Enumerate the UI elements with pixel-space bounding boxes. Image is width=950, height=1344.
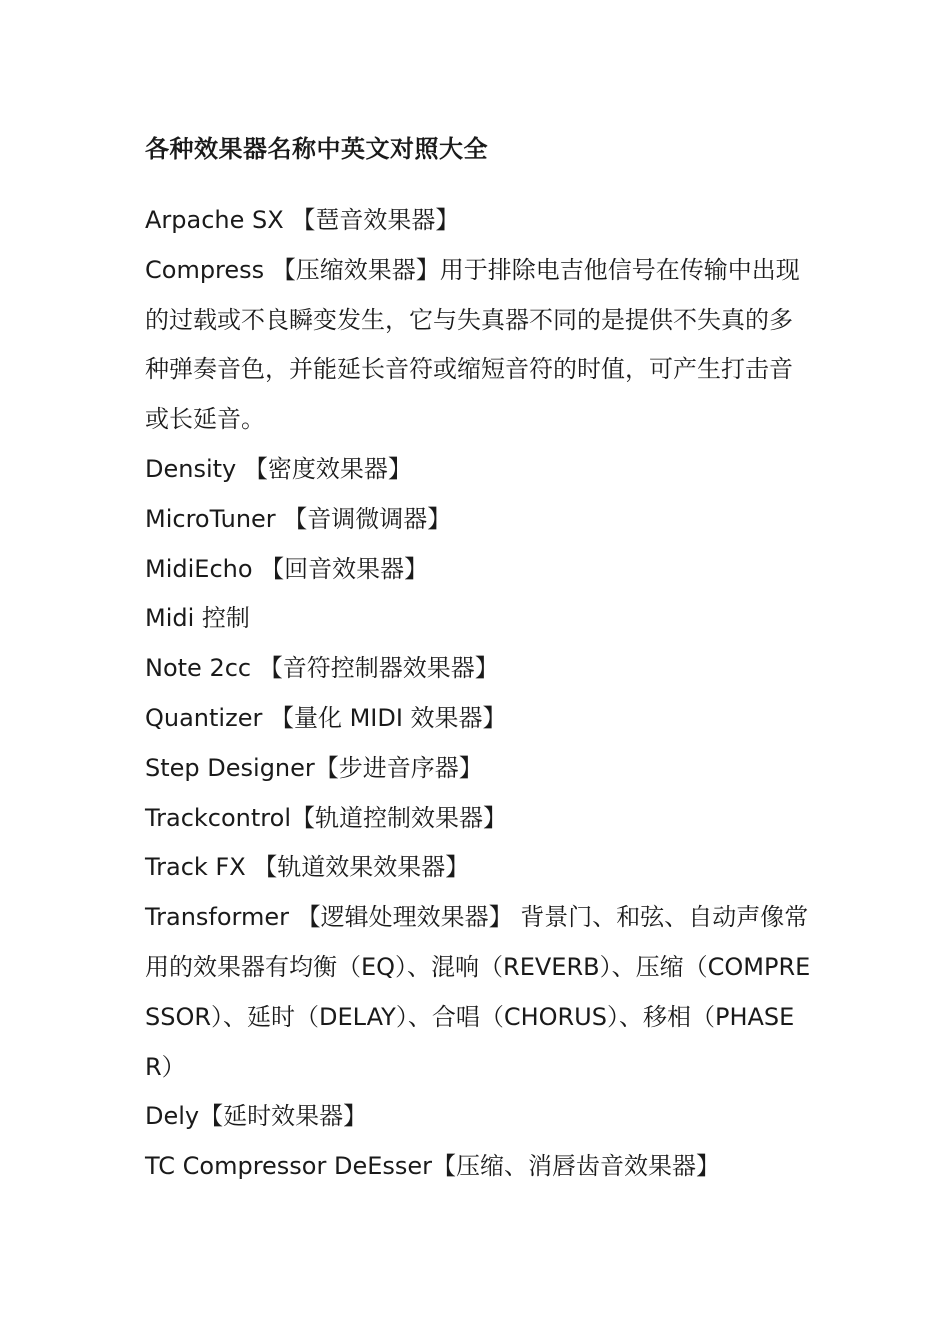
entry-arpache-sx: Arpache SX 【琶音效果器】 (145, 206, 460, 234)
entry-transformer: Transformer 【逻辑处理效果器】 背景门、和弦、自动声像常用的效果器有均衡（EQ）、混响（REVERB）、压缩（COMPRESSOR）、延时（DELAY）、合唱（CHORUS）、移相（PHASER） (145, 903, 811, 1081)
entry-trackcontrol: Trackcontrol【轨道控制效果器】 (145, 803, 507, 832)
entry-compress: Compress 【压缩效果器】用于排除电吉他信号在传输中出现的过载或不良瞬变发生，它与失真器不同的是提供不失真的多种弹奏音色，并能延长音符或缩短音符的时值，可产生打击音或长延音。 (145, 255, 800, 434)
entry-track-fx: Track FX 【轨道效果效果器】 (145, 853, 470, 882)
entry-note-2cc: Note 2cc 【音符控制器效果器】 (145, 654, 499, 683)
entry-step-designer: Step Designer【步进音序器】 (145, 753, 483, 782)
entry-quantizer: Quantizer 【量化 MIDI 效果器】 (145, 703, 507, 732)
effects-list (145, 196, 815, 1192)
document-title: 各种效果器名称中英文对照大全 (145, 135, 488, 163)
entry-microtuner: MicroTuner 【音调微调器】 (145, 504, 452, 533)
entry-midiecho: MidiEcho 【回音效果器】 (145, 554, 429, 583)
entry-midi-control: Midi 控制 (145, 604, 250, 633)
entry-dely: Dely【延时效果器】 (145, 1102, 368, 1131)
title-spacing (145, 174, 815, 196)
document-body (145, 124, 815, 1192)
entry-density: Density 【密度效果器】 (145, 454, 412, 483)
entry-tc-compressor-deesser: TC Compressor DeEsser【压缩、消唇齿音效果器】 (145, 1152, 721, 1181)
